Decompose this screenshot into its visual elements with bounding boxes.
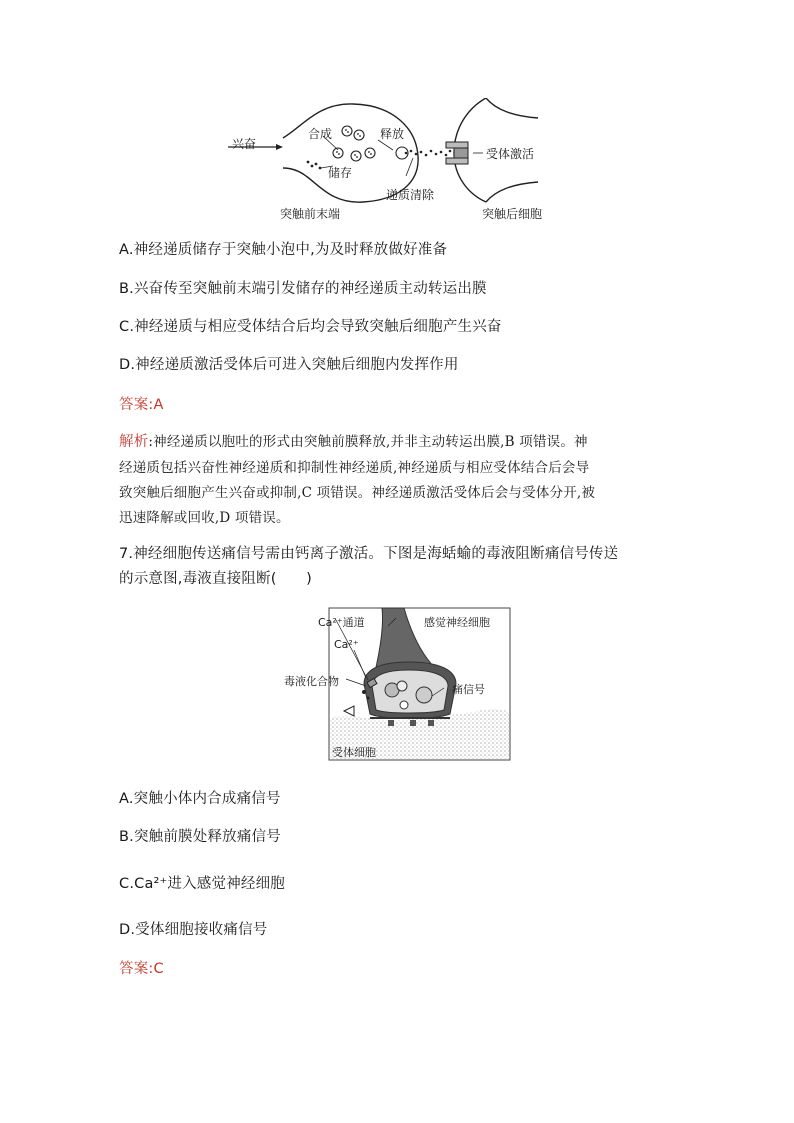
label-synthesis: 合成 — [308, 127, 333, 141]
label-toxin-compound: 毒液化合物 — [284, 675, 339, 688]
q6-answer: 答案:A — [119, 397, 164, 413]
q6-option-d: D.神经递质激活受体后可进入突触后细胞内发挥作用 — [119, 357, 459, 373]
synapse-figure — [228, 98, 568, 226]
q6-explanation-line-3: 致突触后细胞产生兴奋或抑制,C 项错误。神经递质激活受体后会与受体分开,被 — [119, 485, 596, 501]
q7-option-d: D.受体细胞接收痛信号 — [119, 922, 268, 938]
label-sensory-neuron: 感觉神经细胞 — [424, 616, 490, 629]
label-storage: 储存 — [328, 166, 353, 180]
q6-explanation-line-1 — [119, 430, 588, 451]
q6-explanation-line-4: 迅速降解或回收,D 项错误。 — [119, 510, 290, 526]
label-excitation: 兴奋 — [232, 137, 257, 151]
q7-stem-line-2: 的示意图,毒液直接阻断( ) — [119, 571, 312, 587]
label-receptor-activation: 受体激活 — [486, 147, 535, 161]
q7-option-b: B.突触前膜处释放痛信号 — [119, 829, 281, 845]
caption-postsynaptic: 突触后细胞 — [482, 207, 543, 221]
explanation-text: :神经递质以胞吐的形式由突触前膜释放,并非主动转运出膜,B 项错误。神 — [148, 434, 588, 450]
label-pain-signal: 痛信号 — [452, 683, 485, 696]
label-ca-channel: Ca²⁺通道 — [318, 616, 365, 629]
explanation-label: 解析 — [119, 434, 149, 450]
q6-option-b: B.兴奋传至突触前末端引发储存的神经递质主动转运出膜 — [119, 281, 487, 297]
q6-option-a: A.神经递质储存于突触小泡中,为及时释放做好准备 — [119, 242, 448, 258]
caption-presynaptic: 突触前末端 — [280, 207, 341, 221]
label-receptor-cell: 受体细胞 — [332, 746, 376, 759]
q7-option-c: C.Ca²⁺进入感觉神经细胞 — [119, 876, 286, 892]
q7-answer: 答案:C — [119, 961, 164, 977]
label-clearance: 递质清除 — [386, 188, 435, 202]
venom-figure — [284, 606, 512, 764]
q7-option-a: A.突触小体内合成痛信号 — [119, 791, 281, 807]
q6-option-c: C.神经递质与相应受体结合后均会导致突触后细胞产生兴奋 — [119, 319, 502, 335]
label-ca: Ca²⁺ — [334, 638, 359, 651]
q7-stem-line-1: 7.神经细胞传送痛信号需由钙离子激活。下图是海蛞蝓的毒液阻断痛信号传送 — [119, 546, 619, 562]
q6-explanation-line-2: 经递质包括兴奋性神经递质和抑制性神经递质,神经递质与相应受体结合后会导 — [119, 460, 590, 476]
label-release: 释放 — [380, 127, 405, 141]
